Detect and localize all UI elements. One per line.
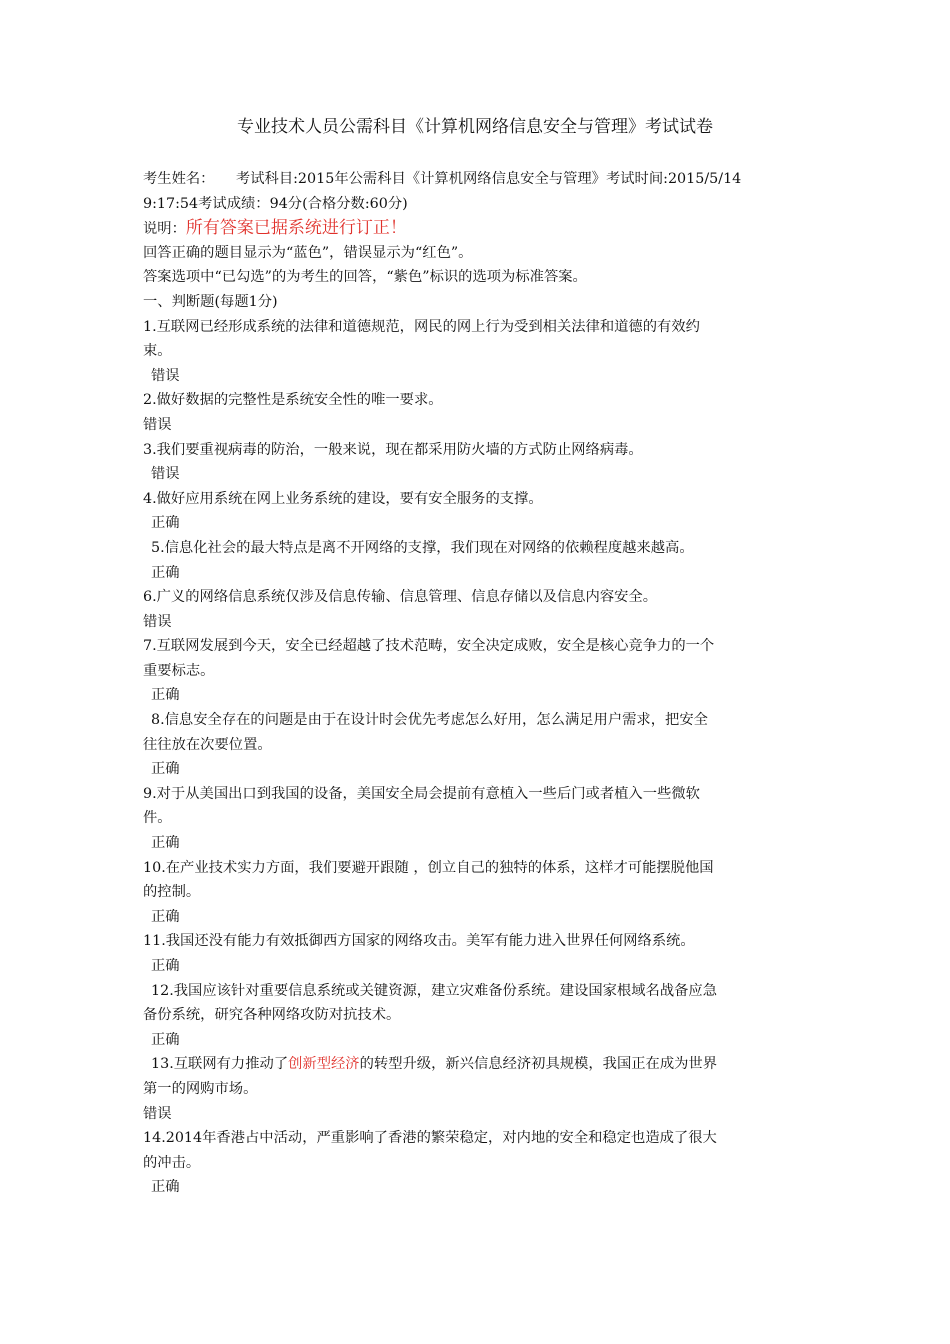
question-answer: 正确 — [151, 958, 180, 974]
question-text-cont: 备份系统，研究各种网络攻防对抗技术。 — [143, 1007, 401, 1024]
question-text-cont: 束。 — [143, 343, 172, 360]
question-answer: 正确 — [151, 515, 180, 532]
note-line-2: 答案选项中“已勾选”的为考生的回答，“紫色”标识的选项为标准答案。 — [143, 269, 587, 286]
question-answer: 错误 — [151, 367, 180, 384]
question-text-pre: 13.互联网有力推动了 — [151, 1056, 289, 1073]
question-answer: 正确 — [151, 835, 180, 852]
question-answer: 正确 — [151, 1031, 180, 1048]
question-text: 12.我国应该针对重要信息系统或关键资源，建立灾难备份系统。建设国家根域名战备应急 — [151, 982, 718, 999]
question-answer: 正确 — [151, 564, 180, 581]
question-text: 11.我国还没有能力有效抵御西方国家的网络攻击。美军有能力进入世界任何网络系统。 — [143, 933, 695, 950]
question-answer: 正确 — [151, 761, 180, 778]
question-answer: 正确 — [151, 1179, 180, 1196]
header-line-1: 考生姓名： 考试科目:2015年公需科目《计算机网络信息安全与管理》考试时间:2015/5/14 — [143, 171, 742, 187]
question-text: 8.信息安全存在的问题是由于在设计时会优先考虑怎么好用，怎么满足用户需求，把安全 — [151, 712, 708, 729]
note-line — [143, 216, 813, 241]
question-answer: 错误 — [143, 416, 172, 433]
header-line-2: 9:17:54考试成绩：94分(合格分数:60分) — [143, 195, 408, 212]
question-text: 1.互联网已经形成系统的法律和道德规范，网民的网上行为受到相关法律和道德的有效约 — [143, 318, 700, 335]
note-label: 说明： — [143, 221, 186, 238]
question-text: 4.做好应用系统在网上业务系统的建设，要有安全服务的支撑。 — [143, 490, 543, 507]
question-text: 10.在产业技术实力方面，我们要避开跟随 ，创立自己的独特的体系，这样才可能摆脱他国 — [143, 859, 714, 876]
question-text-cont: 往往放在次要位置。 — [143, 736, 272, 753]
question-text-cont: 第一的网购市场。 — [143, 1080, 258, 1097]
note-line-1: 回答正确的题目显示为“蓝色”，错误显示为“红色”。 — [143, 244, 473, 261]
question-text: 6.广义的网络信息系统仅涉及信息传输、信息管理、信息存储以及信息内容安全。 — [143, 589, 658, 606]
question-answer: 正确 — [151, 687, 180, 704]
note-highlight: 所有答案已据系统进行订正！ — [185, 218, 407, 239]
document-body — [143, 167, 813, 1200]
question-text: 2.做好数据的完整性是系统安全性的唯一要求。 — [143, 392, 443, 409]
question-answer: 正确 — [151, 908, 180, 925]
section-title: 一、判断题(每题1分) — [143, 293, 278, 310]
question-text: 5.信息化社会的最大特点是离不开网络的支撑，我们现在对网络的依赖程度越来越高。 — [151, 539, 694, 556]
question-text — [143, 1052, 813, 1077]
question-text-post: 的转型升级，新兴信息经济初具规模，我国正在成为世界 — [359, 1056, 718, 1073]
question-answer: 错误 — [151, 466, 180, 483]
question-text-highlight: 创新型经济 — [288, 1056, 360, 1073]
question-answer: 错误 — [143, 613, 172, 630]
page-title: 专业技术人员公需科目《计算机网络信息安全与管理》考试试卷 — [237, 117, 713, 137]
question-text: 7.互联网发展到今天，安全已经超越了技术范畴，安全决定成败，安全是核心竞争力的一个 — [143, 638, 715, 655]
question-text: 3.我们要重视病毒的防治，一般来说，现在都采用防火墙的方式防止网络病毒。 — [143, 441, 643, 458]
question-text-cont: 的控制。 — [143, 884, 201, 901]
question-answer: 错误 — [143, 1105, 172, 1122]
question-text-cont: 重要标志。 — [143, 662, 215, 679]
question-text-cont: 件。 — [143, 810, 172, 827]
question-text: 9.对于从美国出口到我国的设备，美国安全局会提前有意植入一些后门或者植入一些微软 — [143, 785, 700, 802]
question-text: 14.2014年香港占中活动，严重影响了香港的繁荣稳定，对内地的安全和稳定也造成了很大 — [143, 1130, 717, 1147]
question-text-cont: 的冲击。 — [143, 1154, 201, 1171]
